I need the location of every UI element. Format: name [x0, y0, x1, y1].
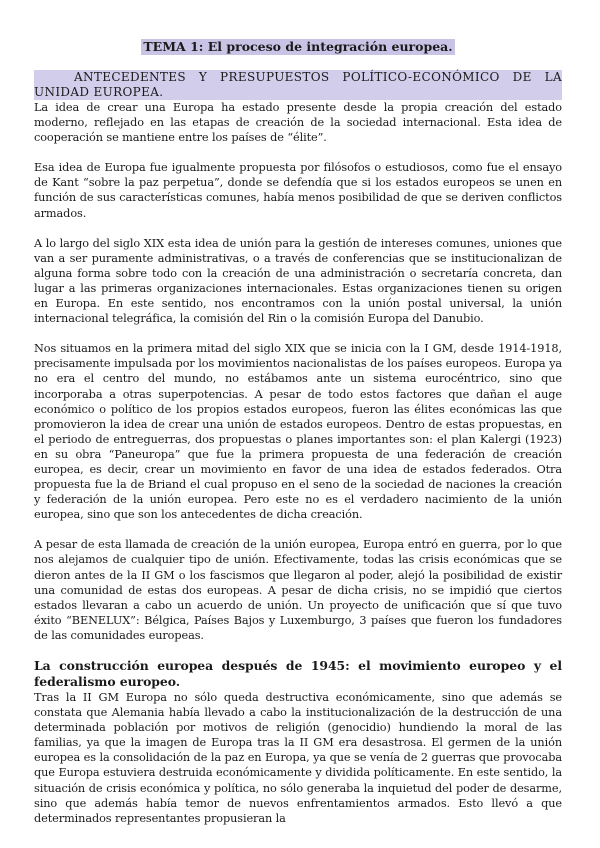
- title-container: [34, 36, 562, 52]
- document-title: TEMA 1: El proceso de integración europea.: [143, 39, 453, 54]
- document-page: [34, 36, 562, 841]
- paragraph-4: Nos situamos en la primera mitad del siglo XIX que se inicia con la I GM, desde 1914-1918, precisamente impulsada por los movimientos nacionalistas de los países europeos. Europa ya no era el centro del mundo, no estábamos ante un sistema eurocéntrico, sino que incorporaba a otras superpotencias. A pesar de todo estos factores que dañan el auge económico o político de los propios estados europeos, fueron las élites económicas las que promovieron la idea de crear una unión de estados europeos. Dentro de estas propuestas, en el periodo de entreguerras, dos propuestas o planes importantes son: el plan Kalergi (1923) en su obra “Paneuropa” que fue la primera propuesta de una federación de creación europea, es decir, crear un movimiento en favor de una idea de estados federados. Otra propuesta fue la de Briand el cual propuso en el seno de la sociedad de naciones la creación y federación de la unión europea. Pero este no es el verdadero nacimiento de la unión europea, sino que son los antecedentes de dicha creación.: [34, 342, 562, 522]
- paragraph-1: La idea de crear una Europa ha estado presente desde la propia creación del estado moderno, reflejado en las etapas de creación de la sociedad internacional. Esta idea de cooperación se mantiene entre los países de “élite”.: [34, 101, 562, 145]
- paragraph-5: A pesar de esta llamada de creación de la unión europea, Europa entró en guerra, por lo que nos alejamos de cualquier tipo de unión. Efectivamente, todas las crisis económicas que se dieron antes de la II GM o los fascismos que llegaron al poder, alejó la posibilidad de existir una comunidad de estas dos europeas. A pesar de dicha crisis, no se impidió que ciertos estados llevaran a cabo un acuerdo de unión. Un proyecto de unificación que sí que tuvo éxito “BENELUX”: Bélgica, Países Bajos y Luxemburgo, 3 países que fueron los fundadores de las comunidades europeas.: [34, 538, 562, 642]
- paragraph-2: Esa idea de Europa fue igualmente propuesta por filósofos o estudiosos, como fue el ensayo de Kant “sobre la paz perpetua”, donde se defendía que si los estados europeos se unen en función de sus características comunes, había menos posibilidad de que se deriven conflictos armados.: [34, 161, 562, 220]
- highlighted-subheading: ANTECEDENTES Y PRESUPUESTOS POLÍTICO-ECONÓMICO DE LA UNIDAD EUROPEA.: [34, 70, 562, 99]
- section-paragraph: Tras la II GM Europa no sólo queda destructiva económicamente, sino que además se constata que Alemania había llevado a cabo la institucionalización de la destrucción de una determinada población por motivos de religión (genocidio) hundiendo la moral de las familias, ya que la imagen de Europa tras la II GM era desastrosa. El germen de la unión europea es la consolidación de la paz en Europa, ya que se venía de 2 guerras que provocaba que Europa estuviera destruida económicamente y dividida políticamente. En este sentido, la situación de crisis económica y política, no sólo generaba la inquietud del poder de desarme, sino que además había temor de nuevos enfrentamientos armados. Esto llevó a que determinados representantes propusieran la: [34, 691, 562, 825]
- paragraph-3: A lo largo del siglo XIX esta idea de unión para la gestión de intereses comunes, uniones que van a ser puramente administrativas, o a través de conferencias que se institucionalizan de alguna forma sobre todo con la creación de una administración o secretaría concreta, dan lugar a las primeras organizaciones internacionales. Estas organizaciones tienen su origen en Europa. En este sentido, nos encontramos con la unión postal universal, la unión internacional telegráfica, la comisión del Rin o la comisión Europa del Danubio.: [34, 236, 562, 326]
- section-heading: La construcción europea después de 1945: el movimiento europeo y el federalismo europeo.: [34, 658, 562, 689]
